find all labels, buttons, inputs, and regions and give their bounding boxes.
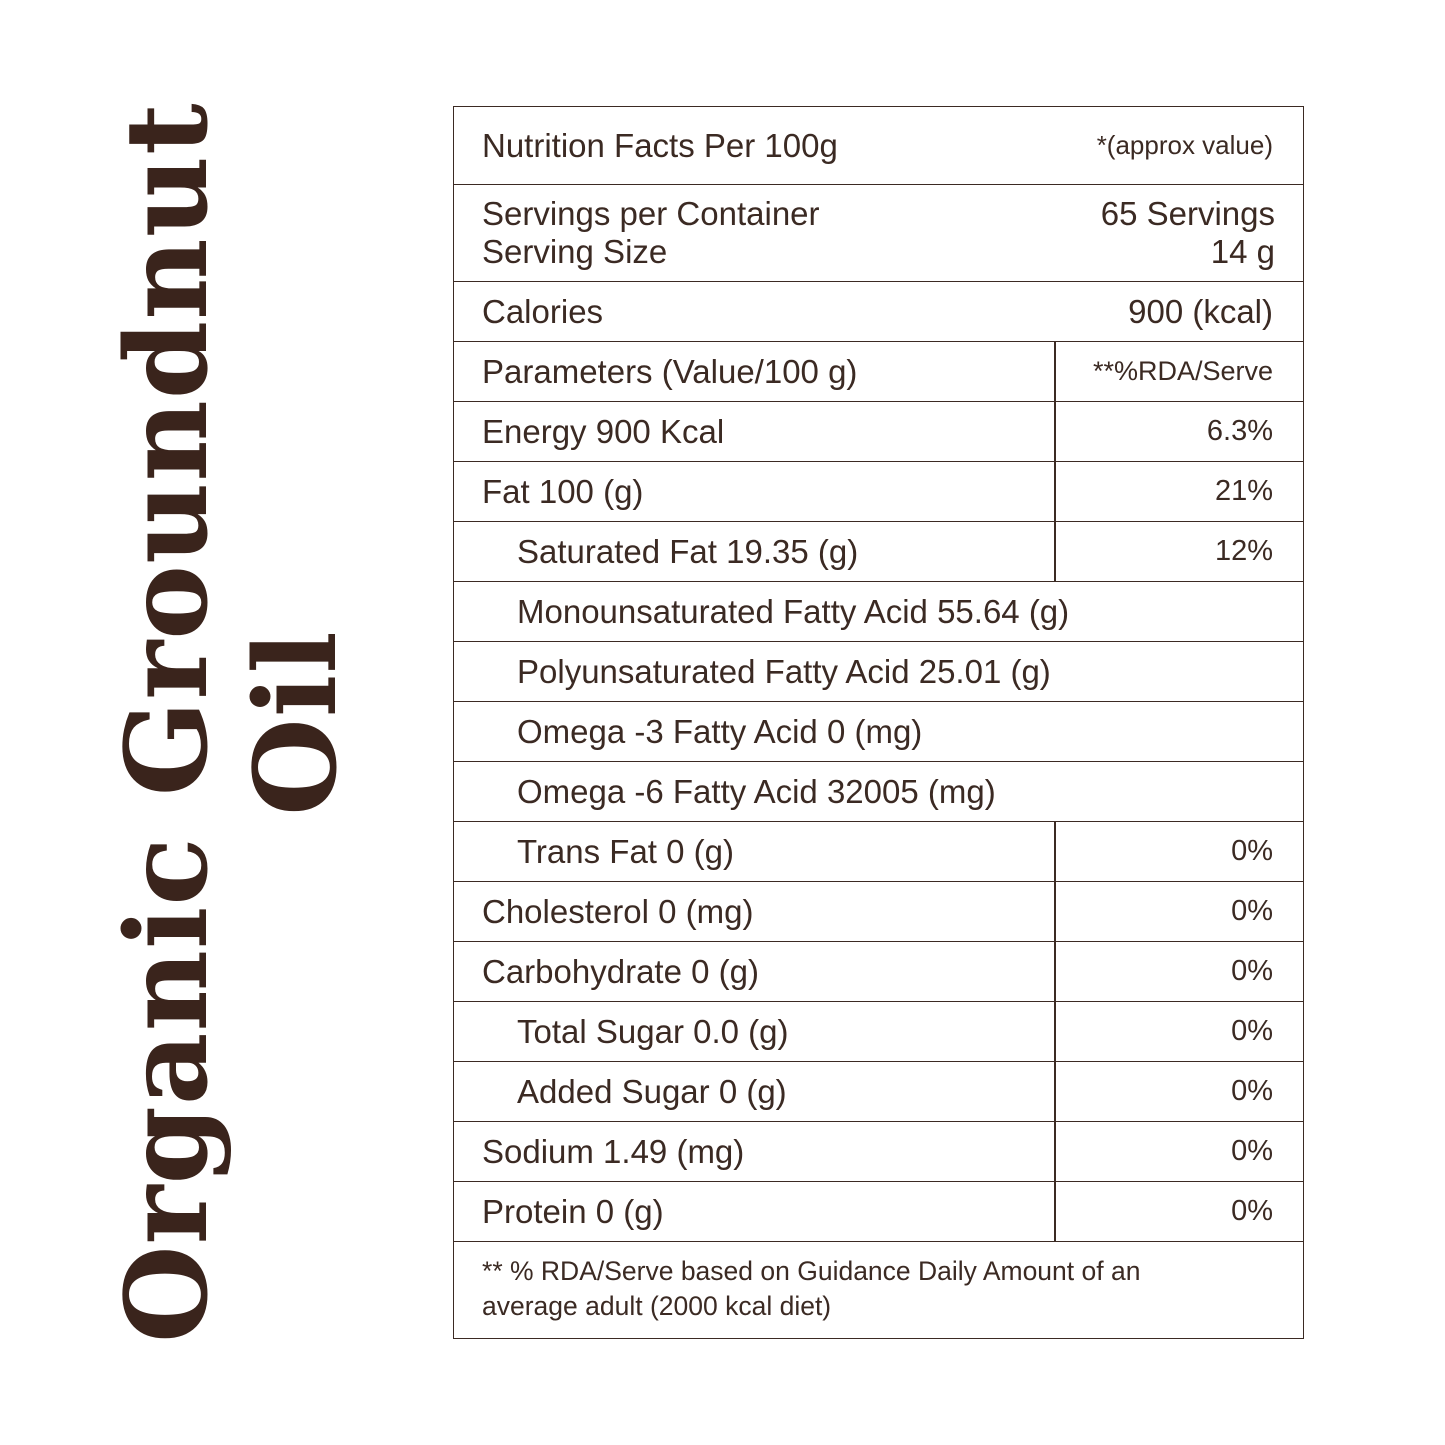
nutrient-label: Omega -3 Fatty Acid 0 (mg) — [517, 712, 923, 750]
nutrient-row — [454, 822, 1303, 882]
nutrient-row — [454, 582, 1303, 642]
nutrition-header-row — [454, 107, 1303, 185]
nutrient-rda: 6.3% — [1206, 415, 1273, 447]
rda-footnote — [454, 1242, 1303, 1338]
nutrient-row — [454, 762, 1303, 822]
nutrition-header-label: Nutrition Facts Per 100g — [482, 126, 838, 164]
calories-value: 900 (kcal) — [1128, 292, 1273, 330]
column-divider — [1054, 462, 1056, 521]
calories-row — [454, 282, 1303, 342]
nutrient-label: Omega -6 Fatty Acid 32005 (mg) — [517, 772, 996, 810]
column-divider — [1054, 1062, 1056, 1121]
servings-values — [1101, 195, 1275, 271]
nutrient-label: Energy 900 Kcal — [482, 412, 725, 450]
nutrient-label: Added Sugar 0 (g) — [517, 1072, 787, 1110]
nutrient-row — [454, 1002, 1303, 1062]
nutrient-rda: 21% — [1214, 475, 1273, 507]
column-divider — [1054, 342, 1056, 401]
nutrient-rda: 0% — [1231, 835, 1273, 867]
nutrient-label: Sodium 1.49 (mg) — [482, 1132, 745, 1170]
footnote-line-2: average adult (2000 kcal diet) — [482, 1291, 832, 1321]
servings-per-container-value: 65 Servings — [1100, 195, 1275, 232]
nutrient-row — [454, 702, 1303, 762]
nutrient-row — [454, 642, 1303, 702]
column-divider — [1054, 882, 1056, 941]
nutrient-row — [454, 882, 1303, 942]
nutrient-label: Total Sugar 0.0 (g) — [517, 1012, 789, 1050]
nutrient-row — [454, 1182, 1303, 1242]
servings-per-container-label: Servings per Container — [482, 195, 820, 232]
nutrient-rda: 0% — [1231, 955, 1273, 987]
parameters-label: Parameters (Value/100 g) — [482, 352, 858, 390]
nutrient-label: Saturated Fat 19.35 (g) — [517, 532, 859, 570]
nutrient-row — [454, 402, 1303, 462]
column-divider — [1054, 1182, 1056, 1241]
column-divider — [1054, 942, 1056, 1001]
column-divider — [1054, 1002, 1056, 1061]
nutrient-row — [454, 522, 1303, 582]
nutrient-label: Protein 0 (g) — [482, 1192, 664, 1230]
nutrient-label: Fat 100 (g) — [482, 472, 644, 510]
nutrient-rda: 0% — [1231, 1075, 1273, 1107]
servings-row — [454, 185, 1303, 282]
nutrition-facts-panel — [453, 106, 1304, 1339]
nutrient-label: Cholesterol 0 (mg) — [482, 892, 754, 930]
nutrient-label: Carbohydrate 0 (g) — [482, 952, 759, 990]
nutrient-rda: 0% — [1231, 1015, 1273, 1047]
nutrient-rda: 12% — [1214, 535, 1273, 567]
nutrient-rda: 0% — [1231, 895, 1273, 927]
nutrient-rda: 0% — [1231, 1195, 1273, 1227]
serving-size-label: Serving Size — [482, 233, 668, 270]
nutrient-label: Monounsaturated Fatty Acid 55.64 (g) — [517, 592, 1070, 630]
nutrient-label: Polyunsaturated Fatty Acid 25.01 (g) — [517, 652, 1051, 690]
column-divider — [1054, 522, 1056, 581]
column-divider — [1054, 1122, 1056, 1181]
column-divider — [1054, 402, 1056, 461]
calories-label: Calories — [482, 292, 604, 330]
product-title-line-2: Oil — [231, 630, 362, 816]
parameters-header-row — [454, 342, 1303, 402]
nutrient-label: Trans Fat 0 (g) — [517, 832, 734, 870]
footnote-line-1: ** % RDA/Serve based on Guidance Daily Amount of an — [482, 1256, 1141, 1286]
column-divider — [1054, 822, 1056, 881]
nutrient-rda: 0% — [1231, 1135, 1273, 1167]
nutrient-row — [454, 462, 1303, 522]
product-title-line-1: Organic Groundnut — [102, 102, 233, 1343]
approx-value-note: *(approx value) — [1096, 130, 1273, 160]
nutrient-row — [454, 1122, 1303, 1182]
nutrient-row — [454, 1062, 1303, 1122]
nutrient-row — [454, 942, 1303, 1002]
serving-size-value: 14 g — [1210, 233, 1275, 270]
servings-labels — [482, 195, 820, 271]
rda-header: **%RDA/Serve — [1092, 356, 1273, 386]
